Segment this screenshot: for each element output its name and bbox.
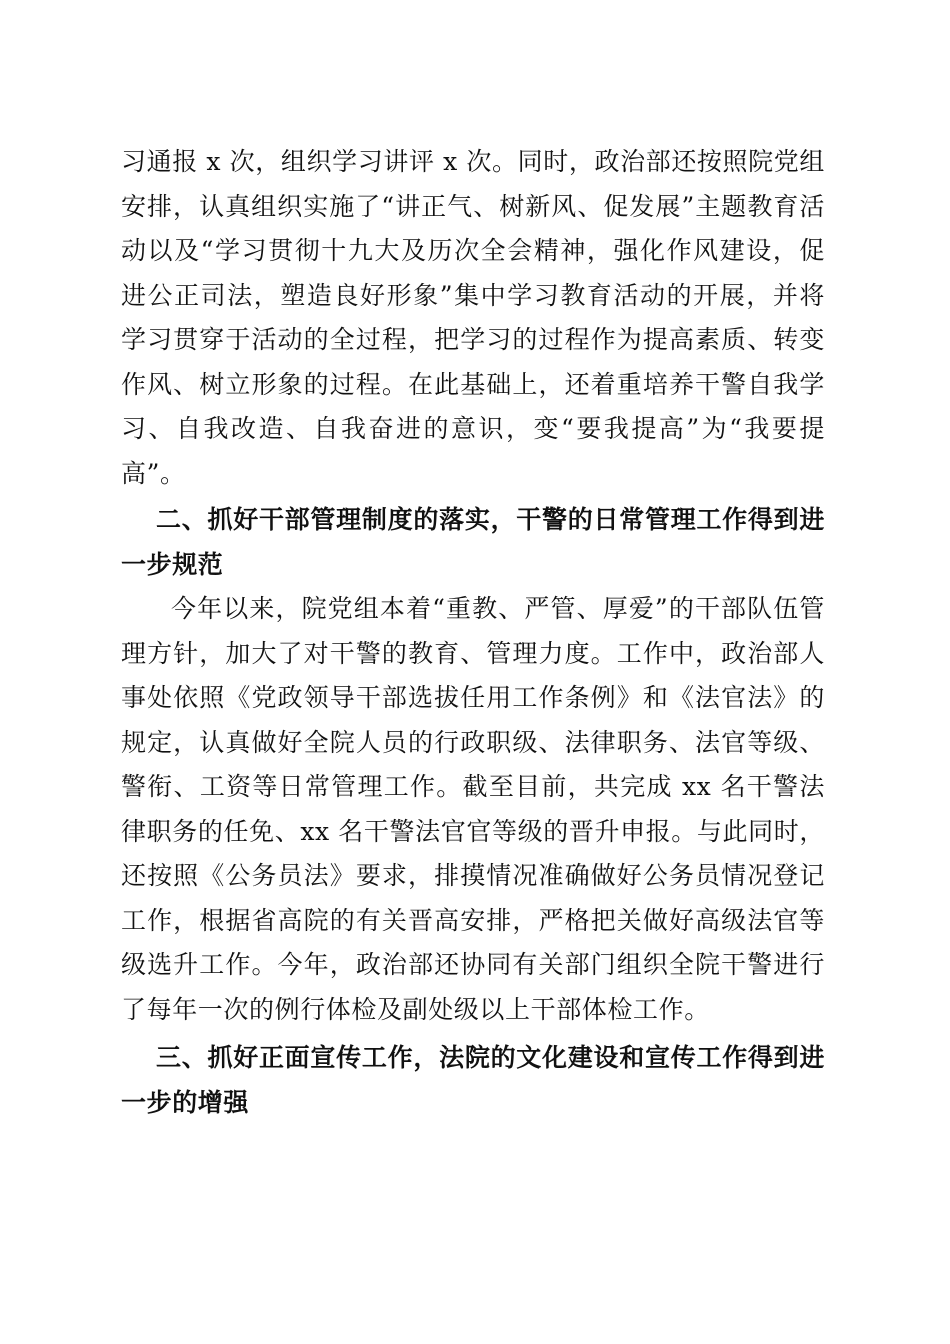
- section-two-paragraph: 今年以来，院党组本着“重教、严管、厚爱”的干部队伍管理方针，加大了对干警的教育、管理力度。工作中，政治部人事处依照《党政领导干部选拔任用工作条例》和《法官法》的规定，认真做好全院人员的行政职级、法律职务、法官等级、警衔、工资等日常管理工作。截至目前，共完成 xx 名干警法律职务的任免、xx 名干警法官官等级的晋升申报。与此同时，还按照《公务员法》要求，排摸情况准确做好公务员情况登记工作，根据省高院的有关晋高安排，严格把关做好高级法官等级选升工作。今年，政治部还协同有关部门组织全院干警进行了每年一次的例行体检及副处级以上干部体检工作。: [121, 594, 825, 1024]
- section-three: [121, 1036, 825, 1125]
- section-two: [121, 498, 825, 1032]
- continued-paragraph-block: [121, 140, 825, 496]
- section-three-heading: 三、抓好正面宣传工作，法院的文化建设和宣传工作得到进一步的增强: [121, 1043, 825, 1117]
- continued-paragraph: 习通报 x 次，组织学习讲评 x 次。同时，政治部还按照院党组安排，认真组织实施了“讲正气、树新风、促发展”主题教育活动以及“学习贯彻十九大及历次全会精神，强化作风建设，促进公正司法，塑造良好形象”集中学习教育活动的开展，并将学习贯穿于活动的全过程，把学习的过程作为提高素质、转变作风、树立形象的过程。在此基础上，还着重培养干警自我学习、自我改造、自我奋进的意识，变“要我提高”为“我要提高”。: [121, 147, 825, 488]
- section-two-heading: 二、抓好干部管理制度的落实，干警的日常管理工作得到进一步规范: [121, 505, 825, 579]
